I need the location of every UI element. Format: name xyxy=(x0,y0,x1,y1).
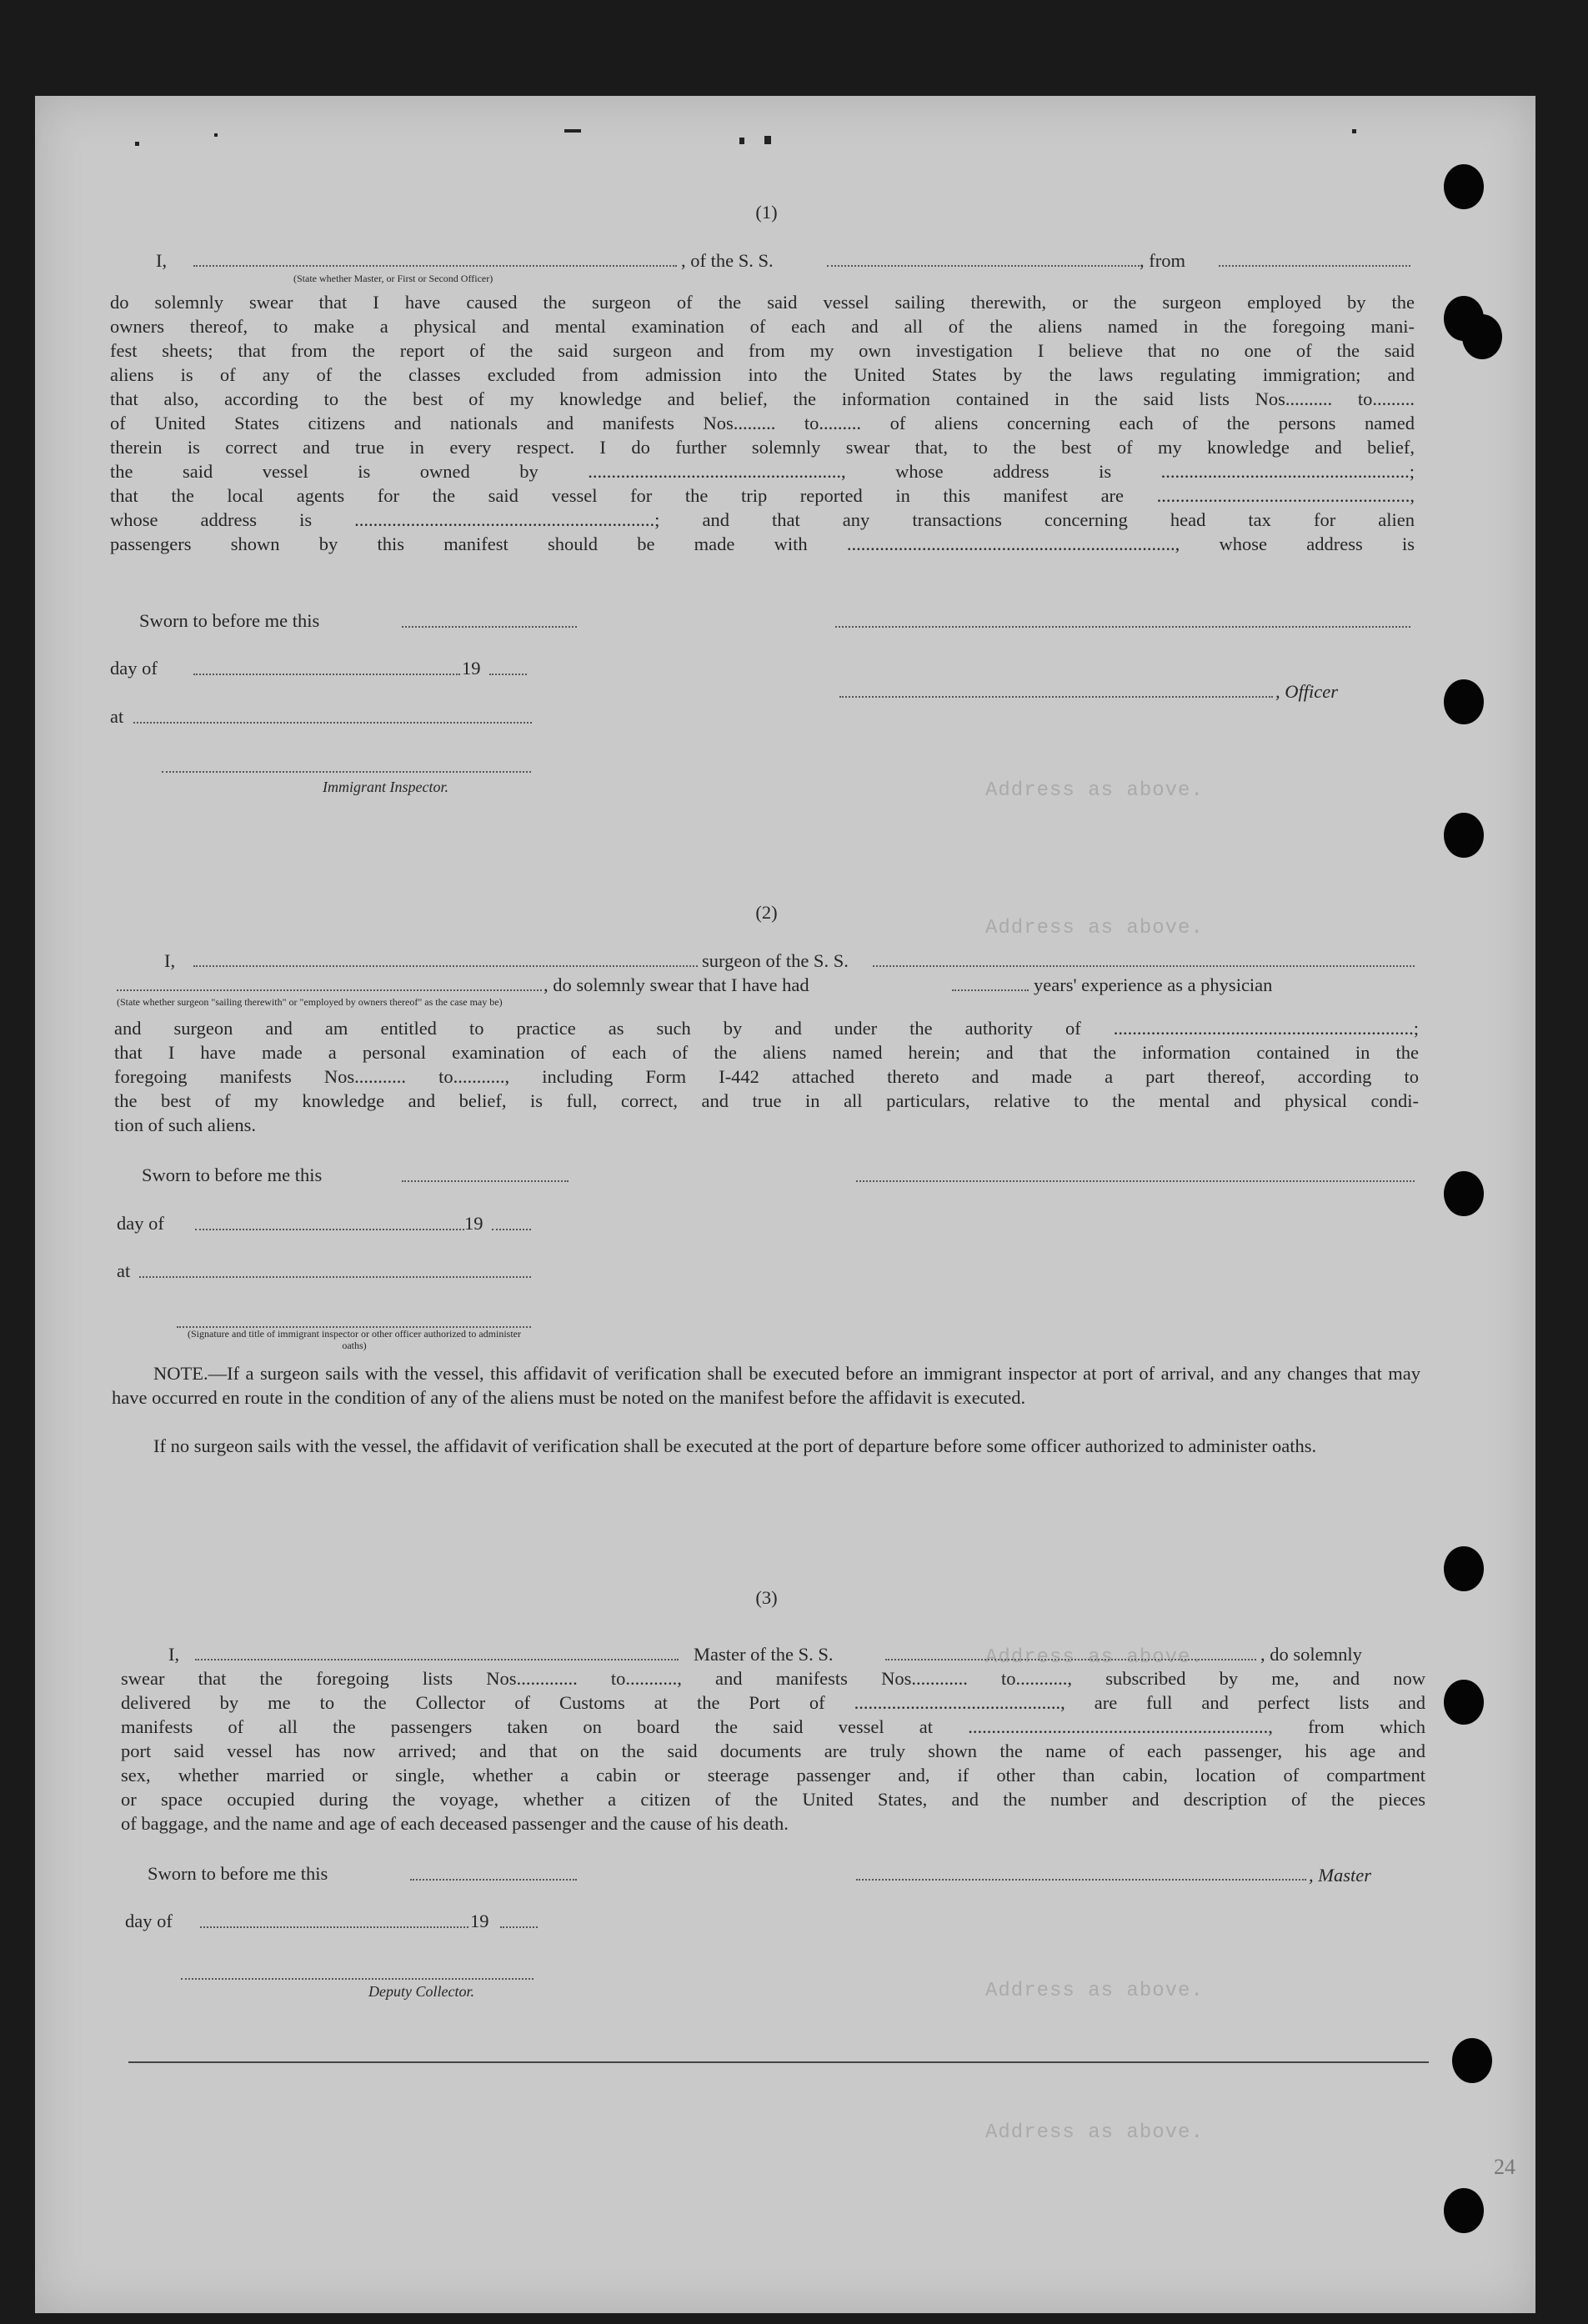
master-vessel-field[interactable] xyxy=(885,1659,1256,1660)
label-of-ss: , of the S. S. xyxy=(681,250,774,271)
binder-hole xyxy=(1444,813,1484,858)
year-field[interactable] xyxy=(489,674,527,675)
year-field[interactable] xyxy=(492,1229,531,1230)
section1-line1 xyxy=(156,248,1427,273)
bleed-through-text: Address as above. xyxy=(985,2121,1204,2144)
note-text: —If a surgeon sails with the vessel, this affidavit of verification shall be executed before an immigrant inspector at port of arrival, and any changes that may have occurred en route in the condition of any of the aliens must be noted on the manifest before the affidavit is executed. xyxy=(112,1363,1420,1408)
page-number: 24 xyxy=(1494,2155,1515,2179)
officer-name-field-2[interactable] xyxy=(839,696,1273,698)
note-paragraph xyxy=(112,1361,1420,1410)
signature-title-note: (Signature and title of immigrant inspector or other officer authorized to administer oaths) xyxy=(188,1328,521,1351)
body-line: manifests of all the passengers taken on board the said vessel at ................................................................, from which xyxy=(121,1716,1425,1737)
section-number: (2) xyxy=(755,902,778,923)
binder-hole xyxy=(1444,1546,1484,1591)
section3-body xyxy=(121,1666,1425,1836)
officer-signature-field[interactable] xyxy=(835,626,1410,628)
body-line: whose address is ................................................................; and that any transactions concerning head tax for alien xyxy=(110,509,1415,530)
scan-speck xyxy=(764,136,771,144)
master-label: , Master xyxy=(1309,1865,1371,1886)
binder-hole xyxy=(1444,1171,1484,1216)
body-line: that the local agents for the said vessel for the trip reported in this manifest are ......................................................, xyxy=(110,485,1415,506)
day-of-field[interactable] xyxy=(193,674,460,675)
officer-rank-note: (State whether Master, or First or Second Officer) xyxy=(293,273,493,284)
day-of-field[interactable] xyxy=(195,1229,464,1230)
binder-hole xyxy=(1444,1680,1484,1725)
body-line: sex, whether married or single, whether a cabin or steerage passenger and, if other than cabin, location of compartment xyxy=(121,1765,1425,1786)
scan-speck xyxy=(135,142,139,146)
label-swear: , do solemnly xyxy=(1260,1644,1362,1665)
bleed-through-text: Address as above. xyxy=(985,1646,1204,1669)
label-from: , from xyxy=(1140,250,1185,271)
year-label: 19 xyxy=(464,1213,483,1234)
binder-hole xyxy=(1452,2038,1492,2083)
day-of-field[interactable] xyxy=(200,1926,468,1928)
body-line: tion of such aliens. xyxy=(114,1114,256,1135)
at-place-field[interactable] xyxy=(139,1276,531,1278)
body-line: and surgeon and am entitled to practice as such by and under the authority of ................................................................; xyxy=(114,1018,1419,1039)
master-name-field[interactable] xyxy=(195,1659,679,1660)
inspector-label: Immigrant Inspector. xyxy=(323,779,448,795)
body-line: do solemnly swear that I have caused the surgeon of the said vessel sailing therewith, or the surgeon employed by the xyxy=(110,292,1415,313)
scan-speck xyxy=(214,133,218,137)
year-field[interactable] xyxy=(500,1926,538,1928)
body-line: of baggage, and the name and age of each deceased passenger and the cause of his death. xyxy=(121,1813,789,1834)
section-number: (1) xyxy=(755,202,778,223)
note-paragraph-2: If no surgeon sails with the vessel, the affidavit of verification shall be executed at the port of departure before some officer authorized to administer oaths. xyxy=(153,1435,1317,1456)
section-number: (3) xyxy=(755,1587,778,1608)
scan-speck xyxy=(564,129,581,133)
bleed-through-text: Address as above. xyxy=(985,779,1204,802)
bottom-rule xyxy=(128,2061,1429,2063)
sworn-label: Sworn to before me this xyxy=(139,610,320,631)
sworn-label: Sworn to before me this xyxy=(142,1165,323,1185)
label-i: I, xyxy=(168,1644,180,1665)
section1-body xyxy=(110,290,1415,556)
body-line: that also, according to the best of my knowledge and belief, the information contained in the said lists Nos.......... to......... xyxy=(110,388,1415,409)
sworn-label: Sworn to before me this xyxy=(148,1863,328,1884)
label-i: I, xyxy=(164,950,176,971)
body-line: port said vessel has now arrived; and that on the said documents are truly shown the name of each passenger, his age and xyxy=(121,1740,1425,1761)
year-label: 19 xyxy=(470,1911,489,1931)
body-line: aliens is of any of the classes excluded from admission into the United States by the laws regulating immigration; and xyxy=(110,364,1415,385)
body-line: fest sheets; that from the report of the said surgeon and from my own investigation I believe that no one of the said xyxy=(110,340,1415,361)
label-swear: , do solemnly swear that I have had xyxy=(544,974,809,995)
years-field[interactable] xyxy=(952,989,1029,991)
day-of-label: day of xyxy=(117,1213,164,1234)
surgeon-signature-field[interactable] xyxy=(856,1180,1415,1182)
binder-hole xyxy=(1444,679,1484,724)
label-surgeon: surgeon of the S. S. xyxy=(702,950,849,971)
binder-hole xyxy=(1462,314,1502,359)
year-label: 19 xyxy=(462,658,481,679)
sworn-date-field[interactable] xyxy=(402,1180,569,1182)
inspector-signature-field[interactable] xyxy=(162,771,531,773)
body-line: swear that the foregoing lists Nos............. to..........., and manifests Nos............ to..........., subscribed by me, and now xyxy=(121,1668,1425,1689)
surgeon-status-field[interactable] xyxy=(117,989,542,991)
bleed-through-text: Address as above. xyxy=(985,1980,1204,2002)
at-label: at xyxy=(110,706,124,727)
sworn-date-field[interactable] xyxy=(410,1879,577,1881)
at-label: at xyxy=(117,1260,131,1281)
body-line: passengers shown by this manifest should be made with ......................................................................, whose address is xyxy=(110,533,1415,554)
at-place-field[interactable] xyxy=(133,722,532,724)
section2-body xyxy=(114,1016,1419,1137)
surgeon-status-note: (State whether surgeon "sailing therewith" or "employed by owners thereof" as the case may be) xyxy=(117,996,503,1008)
day-of-label: day of xyxy=(125,1911,173,1931)
body-line: the best of my knowledge and belief, is full, correct, and true in all particulars, relative to the mental and physical condi- xyxy=(114,1090,1419,1111)
surgeon-vessel-field[interactable] xyxy=(873,965,1415,967)
officer-name-field[interactable] xyxy=(193,265,677,267)
form-sheet xyxy=(35,96,1535,2313)
master-signature-field[interactable] xyxy=(856,1879,1306,1881)
surgeon-name-field[interactable] xyxy=(193,965,698,967)
officer-label: , Officer xyxy=(1275,681,1338,702)
label-master: Master of the S. S. xyxy=(694,1644,834,1665)
body-line: therein is correct and true in every respect. I do further solemnly swear that, to the best of my knowledge and belief, xyxy=(110,437,1415,458)
body-line: owners thereof, to make a physical and mental examination of each and all of the aliens named in the foregoing mani- xyxy=(110,316,1415,337)
label-i: I, xyxy=(156,250,168,271)
body-line: the said vessel is owned by ......................................................, whose address is .....................................................; xyxy=(110,461,1415,482)
collector-signature-field[interactable] xyxy=(181,1978,534,1980)
collector-label: Deputy Collector. xyxy=(368,1983,474,2000)
label-years: years' experience as a physician xyxy=(1034,974,1273,995)
body-line: that I have made a personal examination of each of the aliens named herein; and that the information contained in the xyxy=(114,1042,1419,1063)
body-line: of United States citizens and nationals and manifests Nos......... to......... of aliens concerning each of the persons named xyxy=(110,413,1415,433)
port-from-field[interactable] xyxy=(1219,265,1410,267)
binder-hole xyxy=(1444,2188,1484,2233)
sworn-date-field[interactable] xyxy=(402,626,577,628)
day-of-label: day of xyxy=(110,658,158,679)
body-line: delivered by me to the Collector of Customs at the Port of ............................................, are full and perfect lists and xyxy=(121,1692,1425,1713)
body-line: foregoing manifests Nos........... to..........., including Form I-442 attached thereto and made a part thereof, according to xyxy=(114,1066,1419,1087)
bleed-through-text: Address as above. xyxy=(985,917,1204,939)
scan-speck xyxy=(739,138,744,144)
scan-speck xyxy=(1352,129,1356,133)
note-label: NOTE. xyxy=(153,1363,208,1384)
vessel-name-field[interactable] xyxy=(827,265,1140,267)
body-line: or space occupied during the voyage, whether a citizen of the United States, and the number and description of the pieces xyxy=(121,1789,1425,1810)
